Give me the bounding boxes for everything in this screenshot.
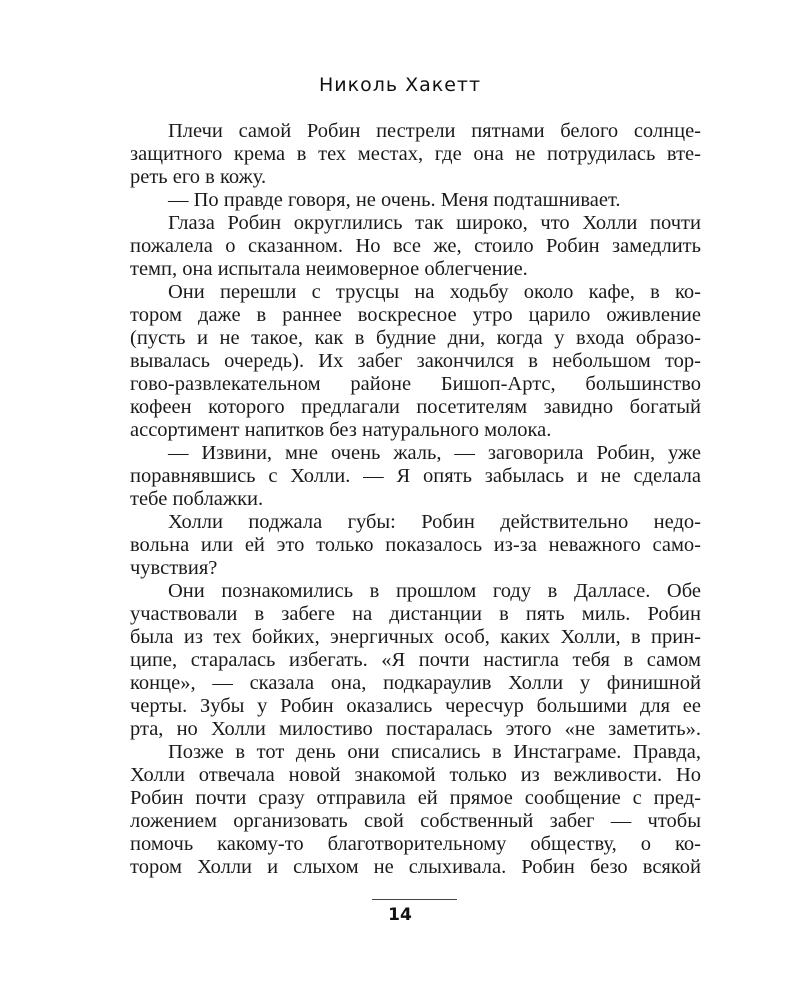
text-line: конце», — сказала она, подкараулив Холли у финишной bbox=[130, 672, 701, 694]
text-line: Робин почти сразу отправила ей прямое сообщение с пред- bbox=[130, 787, 701, 809]
text-line: реть его в кожу. bbox=[130, 166, 267, 188]
text-line: Глаза Робин округлились так широко, что Холли почти bbox=[168, 212, 701, 234]
body-text bbox=[130, 120, 701, 879]
text-line: кофеен которого предлагали посетителям завидно богатый bbox=[130, 396, 701, 418]
text-line: Они перешли с трусцы на ходьбу около кафе, в ко- bbox=[168, 281, 701, 303]
text-line: ассортимент напитков без натурального молока. bbox=[130, 419, 552, 441]
text-line: поравнявшись с Холли. — Я опять забылась и не сделала bbox=[130, 465, 701, 487]
text-line: тором Холли и слыхом не слыхивала. Робин безо всякой bbox=[130, 856, 701, 878]
text-line: (пусть и не такое, как в будние дни, когда у входа образо- bbox=[130, 327, 701, 349]
text-line: Плечи самой Робин пестрели пятнами белого солнце- bbox=[168, 120, 701, 142]
text-line: вольна или ей это только показалось из-за неважного само- bbox=[130, 534, 701, 556]
text-line: темп, она испытала неимоверное облегчение. bbox=[130, 258, 528, 280]
text-line: чувствия? bbox=[130, 557, 218, 579]
text-line: рта, но Холли милостиво постаралась этого «не заметить». bbox=[130, 718, 701, 740]
text-line: — По правде говоря, не очень. Меня подташнивает. bbox=[168, 189, 621, 211]
text-line: Они познакомились в прошлом году в Далласе. Обе bbox=[168, 580, 701, 602]
folio-divider bbox=[372, 899, 457, 900]
text-line: Позже в тот день они списались в Инстаграме. Правда, bbox=[168, 741, 701, 763]
text-line: тебе поблажки. bbox=[130, 488, 264, 510]
text-line: Холли отвечала новой знакомой только из вежливости. Но bbox=[130, 764, 701, 786]
running-head: Николь Хакетт bbox=[318, 74, 482, 96]
text-line: Холли поджала губы: Робин действительно недо- bbox=[168, 511, 701, 533]
text-line: вывалась очередь). Их забег закончился в небольшом тор- bbox=[130, 350, 701, 372]
text-line: защитного крема в тех местах, где она не потрудилась вте- bbox=[130, 143, 701, 165]
text-line: ложением организовать свой собственный забег — чтобы bbox=[130, 810, 701, 832]
text-line: — Извини, мне очень жаль, — заговорила Робин, уже bbox=[168, 442, 701, 464]
text-line: ципе, старалась избегать. «Я почти настигла тебя в самом bbox=[130, 649, 701, 671]
text-line: помочь какому-то благотворительному обществу, о ко- bbox=[130, 833, 701, 855]
text-line: тором даже в раннее воскресное утро царило оживление bbox=[130, 304, 701, 326]
page-number: 14 bbox=[388, 905, 412, 925]
text-line: была из тех бойких, энергичных особ, каких Холли, в прин- bbox=[130, 626, 701, 648]
text-line: участвовали в забеге на дистанции в пять миль. Робин bbox=[130, 603, 701, 625]
text-line: гово-развлекательном районе Бишоп-Артс, большинство bbox=[130, 373, 701, 395]
text-line: пожалела о сказанном. Но все же, стоило Робин замедлить bbox=[130, 235, 701, 257]
text-line: черты. Зубы у Робин оказались чересчур большими для ее bbox=[130, 695, 701, 717]
